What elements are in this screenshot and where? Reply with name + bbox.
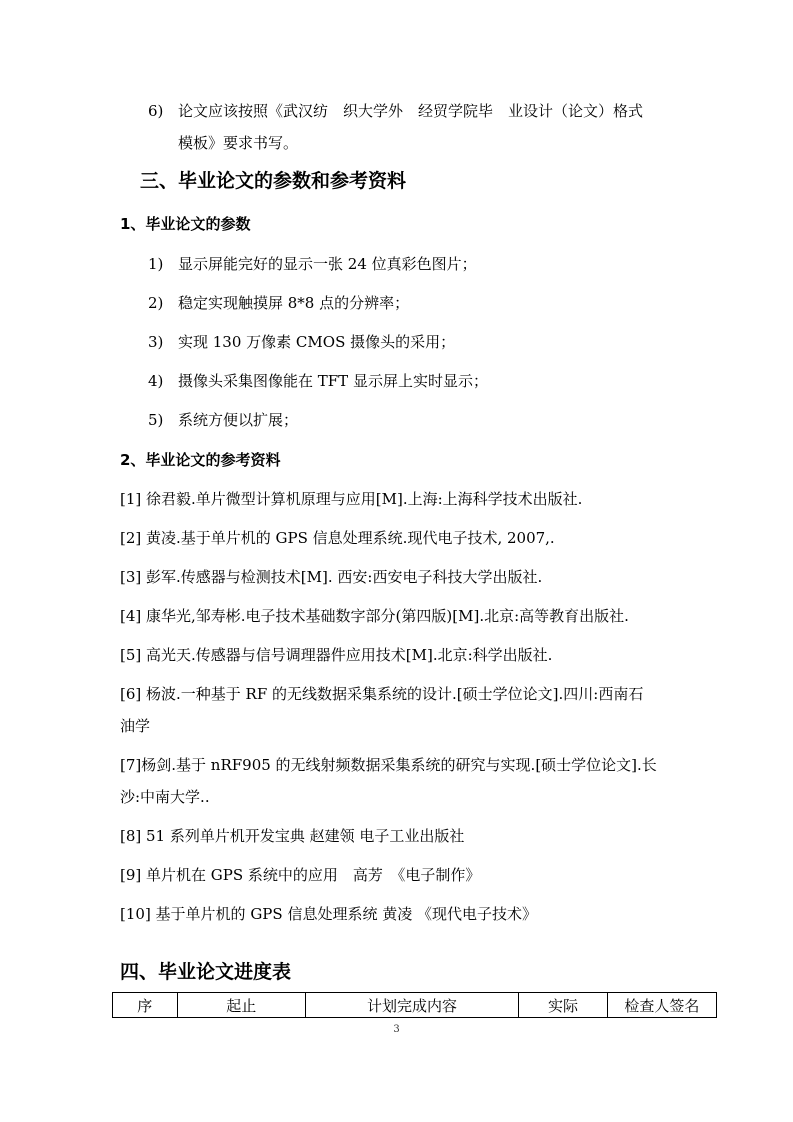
reference-1: [1] 徐君毅.单片微型计算机原理与应用[M].上海:上海科学技术出版社. [120, 490, 583, 508]
col-header-seq: 序 [113, 993, 178, 1018]
reference-6-line2: 油学 [120, 717, 151, 735]
param-2-number: 2) [148, 294, 164, 312]
reference-2: [2] 黄凌.基于单片机的 GPS 信息处理系统.现代电子技术, 2007,. [120, 529, 555, 547]
reference-3: [3] 彭军.传感器与检测技术[M]. 西安:西安电子科技大学出版社. [120, 568, 543, 586]
param-1-number: 1) [148, 255, 164, 273]
section-4-heading: 四、毕业论文进度表 [120, 961, 292, 983]
reference-8: [8] 51 系列单片机开发宝典 赵建领 电子工业出版社 [120, 827, 465, 845]
reference-9: [9] 单片机在 GPS 系统中的应用 高芳 《电子制作》 [120, 866, 481, 884]
item-6-line2: 模板》要求书写。 [178, 134, 299, 152]
param-1-text: 显示屏能完好的显示一张 24 位真彩色图片； [178, 255, 477, 273]
param-5-text: 系统方便以扩展； [178, 411, 299, 429]
reference-7-line1: [7]杨剑.基于 nRF905 的无线射频数据采集系统的研究与实现.[硕士学位论文].长 [120, 756, 657, 774]
table-header-row [113, 993, 717, 1018]
page-number: 3 [393, 1024, 400, 1035]
param-3-text: 实现 130 万像素 CMOS 摄像头的采用； [178, 333, 456, 351]
progress-table [112, 992, 717, 1018]
param-2-text: 稳定实现触摸屏 8*8 点的分辨率； [178, 294, 410, 312]
param-3-number: 3) [148, 333, 164, 351]
section-3-heading: 三、毕业论文的参数和参考资料 [140, 170, 407, 192]
col-header-period: 起止 [177, 993, 305, 1018]
item-6-line1: 论文应该按照《武汉纺 织大学外 经贸学院毕 业设计（论文）格式 [178, 102, 644, 120]
col-header-plan: 计划完成内容 [305, 993, 518, 1018]
reference-5: [5] 高光天.传感器与信号调理器件应用技术[M].北京:科学出版社. [120, 646, 553, 664]
reference-7-line2: 沙:中南大学.. [120, 788, 210, 806]
param-4-text: 摄像头采集图像能在 TFT 显示屏上实时显示； [178, 372, 488, 390]
col-header-checker: 检查人签名 [607, 993, 716, 1018]
param-4-number: 4) [148, 372, 164, 390]
subsection-2-heading: 2、毕业论文的参考资料 [120, 451, 281, 469]
reference-10: [10] 基于单片机的 GPS 信息处理系统 黄凌 《现代电子技术》 [120, 905, 537, 923]
param-5-number: 5) [148, 411, 164, 429]
item-6-number: 6) [148, 102, 164, 120]
reference-4: [4] 康华光,邹寿彬.电子技术基础数字部分(第四版)[M].北京:高等教育出版社. [120, 607, 629, 625]
subsection-1-heading: 1、毕业论文的参数 [120, 215, 251, 233]
col-header-actual: 实际 [519, 993, 607, 1018]
reference-6-line1: [6] 杨波.一种基于 RF 的无线数据采集系统的设计.[硕士学位论文].四川:西南石 [120, 685, 644, 703]
